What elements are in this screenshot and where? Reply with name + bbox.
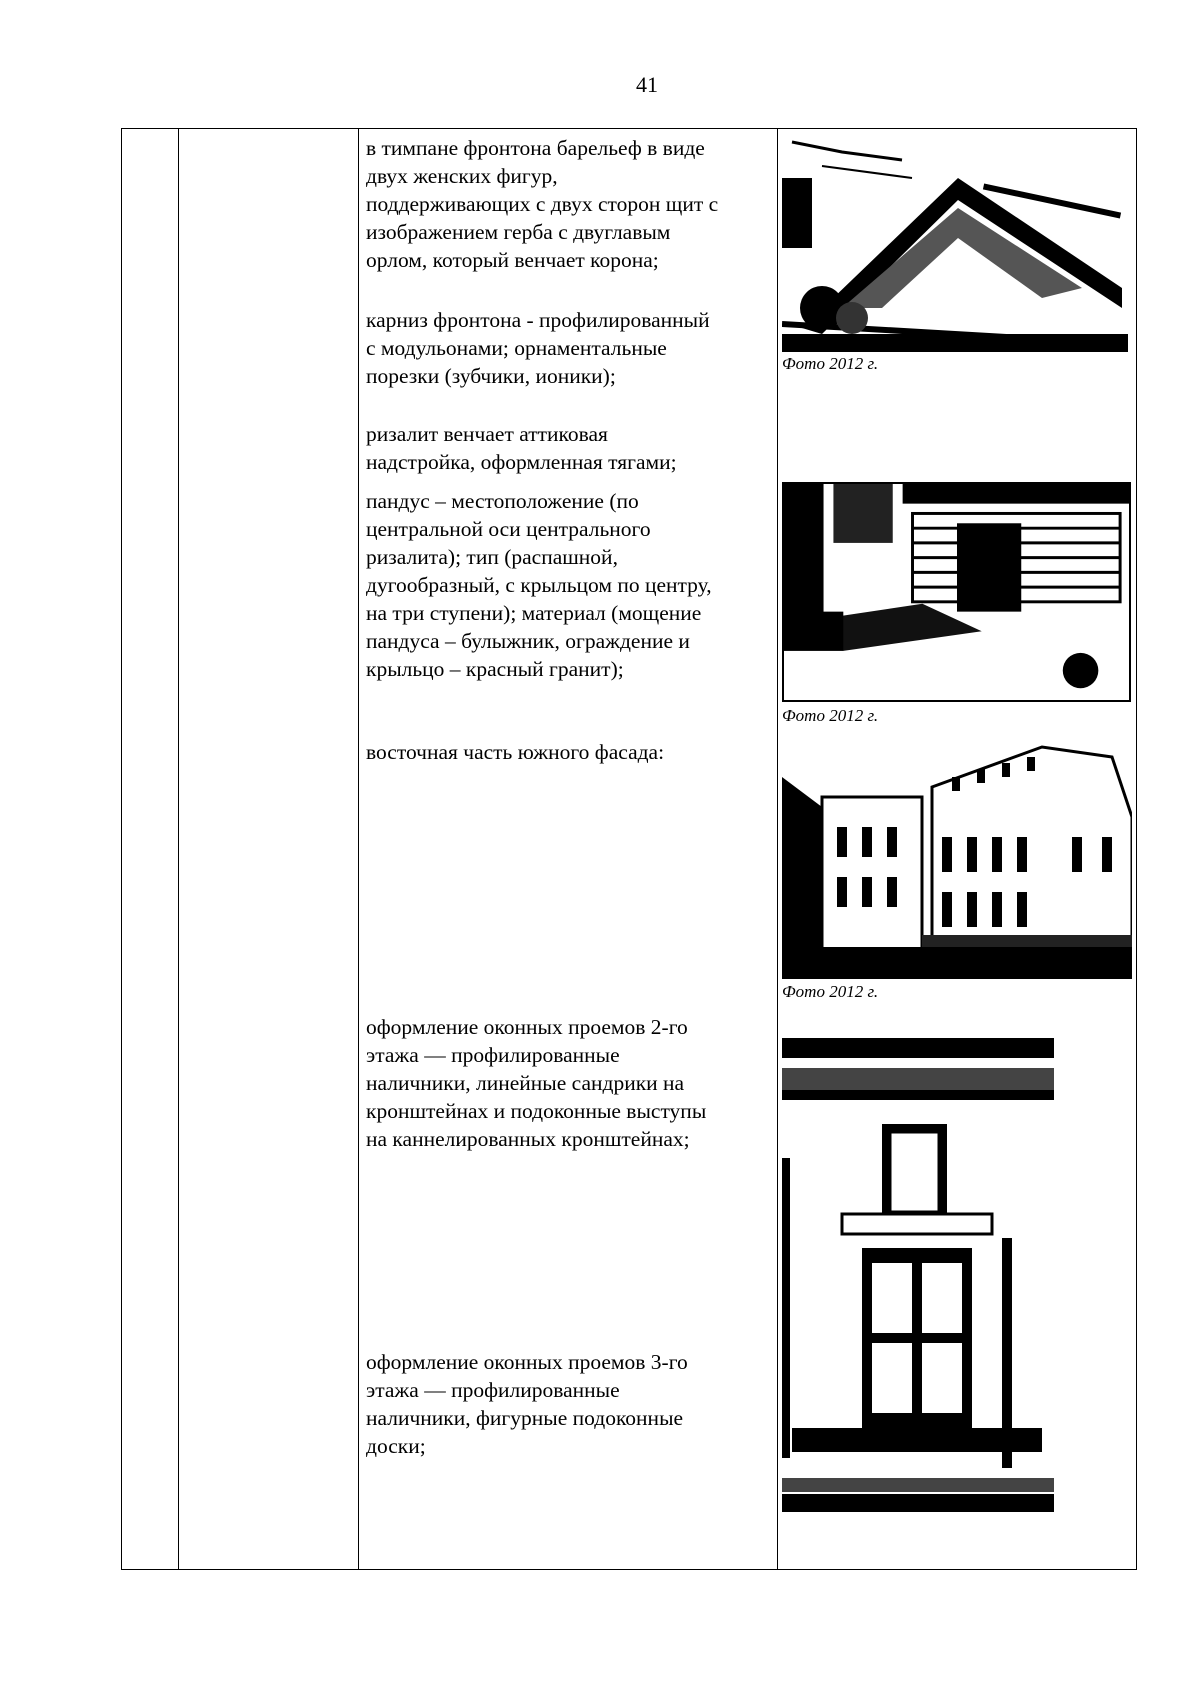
text-attic: ризалит венчает аттиковая надстройка, оформленная тягами;: [366, 422, 677, 474]
photo-pediment: [782, 138, 1128, 352]
photo-caption-2: Фото 2012 г.: [782, 706, 879, 725]
text-windows-3rd-floor: оформление оконных проемов 3-го этажа — профилированные наличники, фигурные подоконные доски;: [366, 1350, 688, 1458]
text-ramp: пандус – местоположение (по центральной оси центрального ризалита); тип (распашной, дугообразный, с крыльцом по центру, на три ступени); материал (мощение пандуса – булыжник, ограждение и крыльцо – красный гранит);: [366, 489, 712, 681]
text-pediment-tympanum: в тимпане фронтона барельеф в виде двух женских фигур, поддерживающих с двух сторон щит с изображением герба с двуглавым орлом, который венчает корона;: [366, 136, 719, 272]
photo-caption-1: Фото 2012 г.: [782, 354, 879, 373]
page-number: 41: [636, 72, 658, 97]
text-windows-2nd-floor: оформление оконных проемов 2-го этажа — профилированные наличники, линейные сандрики на кронштейнах и подоконные выступы на каннелированных кронштейнах;: [366, 1015, 707, 1151]
photo-ramp: [782, 482, 1131, 702]
text-east-south-facade: восточная часть южного фасада:: [366, 740, 665, 764]
column-divider-1: [178, 129, 179, 1569]
photo-windows-detail: [782, 1038, 1054, 1512]
photo-east-facade: [782, 737, 1132, 979]
photo-caption-3: Фото 2012 г.: [782, 982, 879, 1001]
column-divider-3: [777, 129, 778, 1569]
column-divider-2: [358, 129, 359, 1569]
text-pediment-cornice: карниз фронтона - профилированный с модульонами; орнаментальные порезки (зубчики, ионики);: [366, 308, 710, 388]
